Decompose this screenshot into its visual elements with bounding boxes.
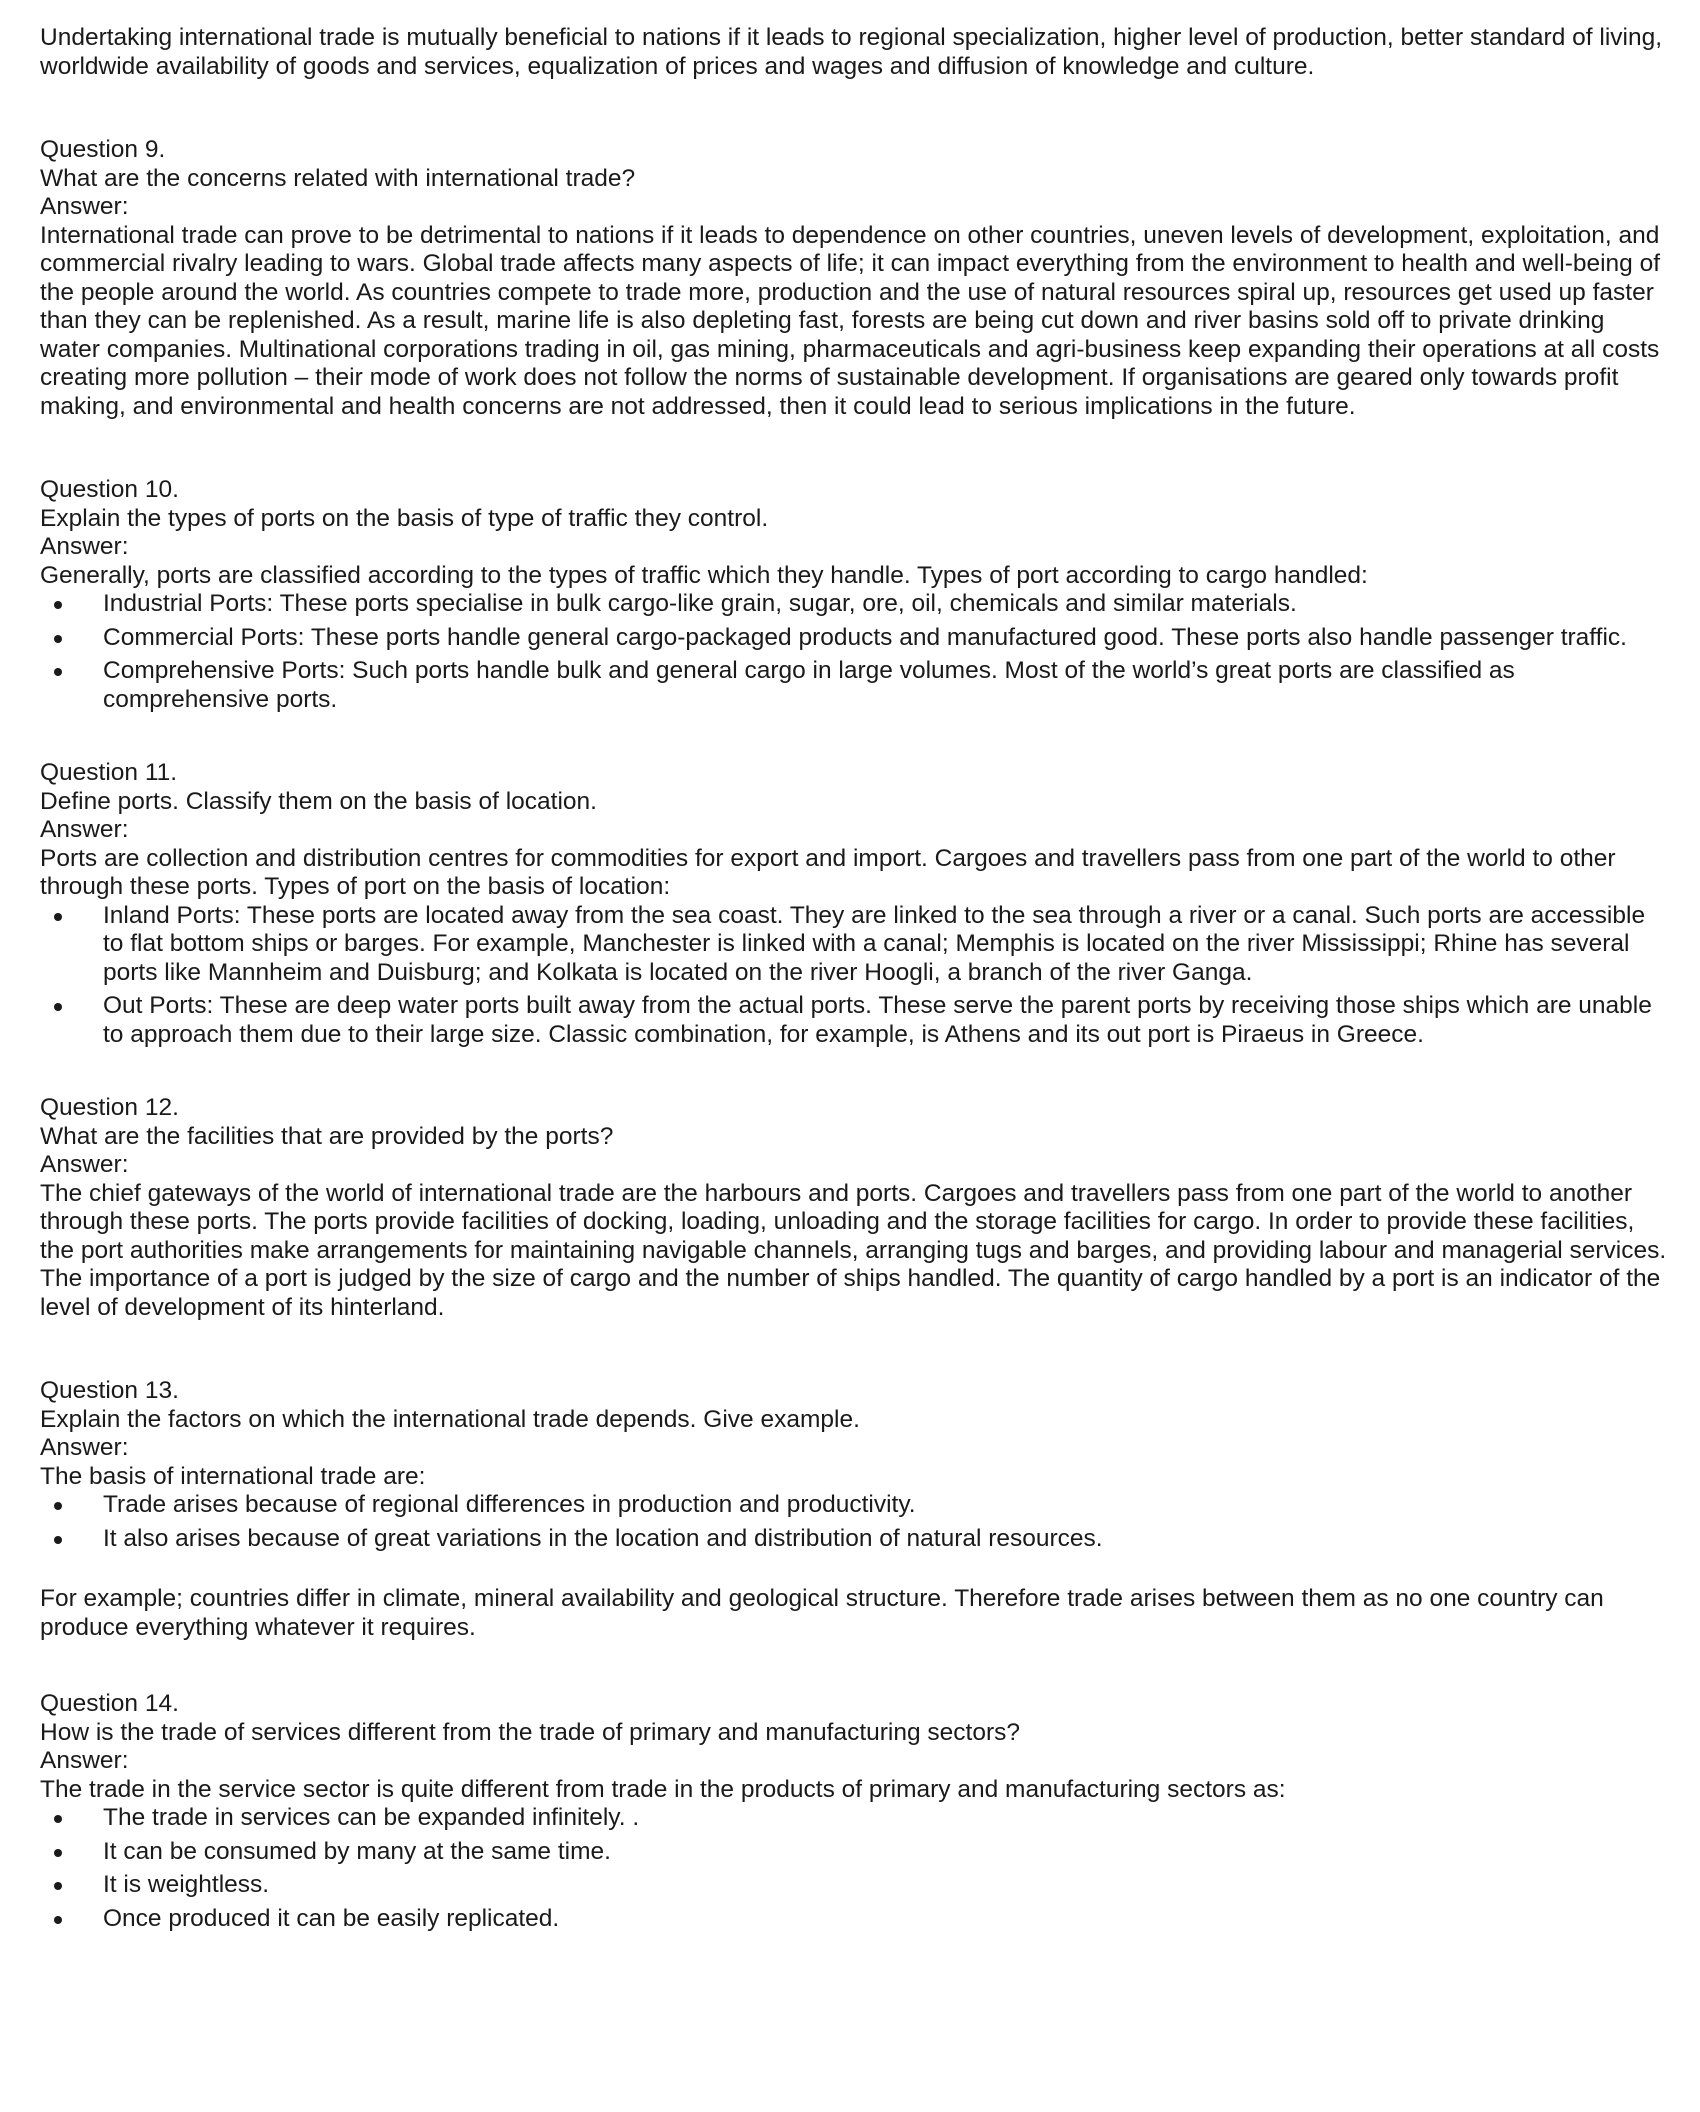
answer-label: Answer: — [40, 1151, 129, 1178]
question-text: What are the facilities that are provided by the ports? — [40, 1122, 614, 1150]
list-item — [40, 1905, 1670, 1934]
question-block-9 — [40, 136, 1670, 421]
answer-label: Answer: — [40, 533, 129, 560]
list-item — [40, 1871, 1670, 1900]
bullet-icon — [54, 1916, 62, 1924]
list-item-text: Commercial Ports: These ports handle general cargo-packaged products and manufactured good. These ports also handle passenger traffic. — [103, 623, 1627, 651]
list-item — [40, 1525, 1670, 1554]
question-text: Define ports. Classify them on the basis of location. — [40, 787, 597, 815]
question-block-11 — [40, 759, 1670, 1049]
list-item — [40, 1838, 1670, 1867]
bullet-icon — [54, 1502, 62, 1510]
list-item — [40, 657, 1670, 714]
answer-text: International trade can prove to be detrimental to nations if it leads to dependence on other countries, uneven levels of development, exploitation, and commercial rivalry leading to wars. Global trade affects many aspects of life; it can impact everything from the environment to health and well-being of the people around the world. As countries compete to trade more, production and the use of natural resources spiral up, resources get used up faster than they can be replenished. As a result, marine life is also depleting fast, forests are being cut down and river basins sold off to private drinking water companies. Multinational corporations trading in oil, gas mining, pharmaceuticals and agri-business keep expanding their operations at all costs creating more pollution – their mode of work does not follow the norms of sustainable development. If organisations are geared only towards profit making, and environmental and health concerns are not addressed, then it could lead to serious implications in the future. — [40, 221, 1661, 420]
answer-label: Answer: — [40, 193, 129, 220]
bullet-list — [40, 1804, 1670, 1933]
list-item — [40, 992, 1670, 1049]
bullet-icon — [54, 1815, 62, 1823]
bullet-icon — [54, 635, 62, 643]
question-number: Question 14. — [40, 1690, 179, 1717]
bullet-list — [40, 902, 1670, 1050]
list-item-text: Comprehensive Ports: Such ports handle bulk and general cargo in large volumes. Most of the world’s great ports are classified as comprehensive ports. — [103, 657, 1515, 713]
closing-text: For example; countries differ in climate, mineral availability and geological structure. Therefore trade arises between them as no one country can produce everything whatever it requires. — [40, 1585, 1604, 1641]
bullet-icon — [54, 668, 62, 676]
list-item-text: It can be consumed by many at the same time. — [103, 1837, 611, 1865]
list-item — [40, 1491, 1670, 1520]
list-item-text: It is weightless. — [103, 1871, 270, 1898]
list-item-text: The trade in services can be expanded infinitely. . — [103, 1804, 640, 1831]
question-number: Question 12. — [40, 1094, 179, 1121]
bullet-list — [40, 590, 1670, 714]
question-number: Question 9. — [40, 136, 166, 163]
list-item-text: Once produced it can be easily replicated. — [103, 1904, 560, 1932]
answer-text: The basis of international trade are: — [40, 1462, 426, 1490]
answer-label: Answer: — [40, 1434, 129, 1461]
bullet-icon — [54, 913, 62, 921]
question-number: Question 10. — [40, 476, 179, 503]
question-text: Explain the factors on which the international trade depends. Give example. — [40, 1405, 860, 1433]
question-text: What are the concerns related with international trade? — [40, 164, 636, 192]
question-number: Question 13. — [40, 1377, 179, 1404]
answer-text: Ports are collection and distribution centres for commodities for export and import. Cargoes and travellers pass from one part of the world to other through these ports. Types of port on the basis of location: — [40, 844, 1616, 900]
question-block-12 — [40, 1094, 1670, 1322]
list-item — [40, 624, 1670, 653]
question-block-14 — [40, 1690, 1670, 1933]
bullet-icon — [54, 1882, 62, 1890]
list-item-text: Out Ports: These are deep water ports built away from the actual ports. These serve the parent ports by receiving those ships which are unable to approach them due to their large size. Classic combination, for example, is Athens and its out port is Piraeus in Greece. — [103, 992, 1652, 1048]
bullet-icon — [54, 601, 62, 609]
document-page — [40, 24, 1670, 1938]
question-text: Explain the types of ports on the basis of type of traffic they control. — [40, 504, 769, 532]
bullet-icon — [54, 1849, 62, 1857]
answer-text: The trade in the service sector is quite different from trade in the products of primary and manufacturing sectors as: — [40, 1775, 1286, 1803]
answer-text: The chief gateways of the world of international trade are the harbours and ports. Cargoes and travellers pass from one part of the world to another through these ports. The ports provide facilities of docking, loading, unloading and the storage facilities for cargo. In order to provide these facilities, the port authorities make arrangements for maintaining navigable channels, arranging tugs and barges, and providing labour and managerial services. The importance of a port is judged by the size of cargo and the number of ships handled. The quantity of cargo handled by a port is an indicator of the level of development of its hinterland. — [40, 1179, 1667, 1321]
question-number: Question 11. — [40, 759, 178, 786]
answer-label: Answer: — [40, 816, 129, 843]
answer-label: Answer: — [40, 1747, 129, 1774]
question-block-10 — [40, 476, 1670, 714]
list-item-text: Industrial Ports: These ports specialise in bulk cargo-like grain, sugar, ore, oil, chemicals and similar materials. — [103, 590, 1297, 617]
question-block-13 — [40, 1377, 1670, 1642]
list-item — [40, 590, 1670, 619]
bullet-icon — [54, 1536, 62, 1544]
list-item-text: Trade arises because of regional differences in production and productivity. — [103, 1491, 916, 1518]
intro-paragraph: Undertaking international trade is mutually beneficial to nations if it leads to regional specialization, higher level of production, better standard of living, worldwide availability of goods and services, equalization of prices and wages and diffusion of knowledge and culture. — [40, 24, 1663, 80]
list-item — [40, 902, 1670, 988]
bullet-list — [40, 1491, 1670, 1553]
answer-text: Generally, ports are classified according to the types of traffic which they handle. Types of port according to cargo handled: — [40, 561, 1368, 589]
bullet-icon — [54, 1003, 62, 1011]
list-item-text: Inland Ports: These ports are located away from the sea coast. They are linked to the sea through a river or a canal. Such ports are accessible to flat bottom ships or barges. For example, Manchester is linked with a canal; Memphis is located on the river Mississippi; Rhine has several ports like Mannheim and Duisburg; and Kolkata is located on the river Hoogli, a branch of the river Ganga. — [103, 901, 1646, 986]
question-text: How is the trade of services different from the trade of primary and manufacturing sectors? — [40, 1718, 1020, 1746]
list-item — [40, 1804, 1670, 1833]
list-item-text: It also arises because of great variations in the location and distribution of natural resources. — [103, 1524, 1103, 1552]
